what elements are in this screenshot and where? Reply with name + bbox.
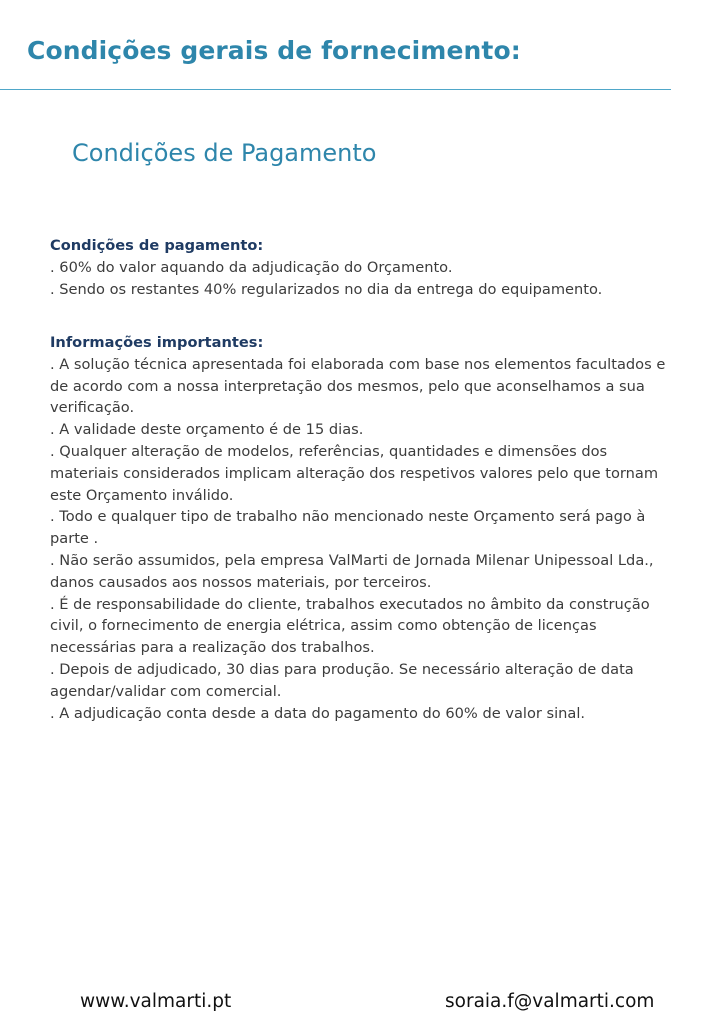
section-title: Condições de Pagamento: [72, 139, 377, 167]
important-info-item: . A validade deste orçamento é de 15 dias.: [50, 421, 364, 439]
important-info-item: . A solução técnica apresentada foi elaborada com base nos elementos facultados e de acordo com a nossa interpretação dos mesmos, pelo que aconselhamos a sua verificação.: [50, 355, 666, 417]
title-divider: [0, 89, 671, 90]
footer-email-link[interactable]: soraia.f@valmarti.com: [445, 991, 655, 1012]
payment-conditions-heading: Condições de pagamento:: [50, 237, 264, 254]
footer-website-link[interactable]: www.valmarti.pt: [80, 991, 232, 1012]
important-info-item: . É de responsabilidade do cliente, trabalhos executados no âmbito da construção civil, o fornecimento de energia elétrica, assim como obtenção de licenças necessárias para a realização dos trabalhos.: [50, 595, 650, 657]
payment-condition-item: . 60% do valor aquando da adjudicação do Orçamento.: [50, 258, 453, 276]
payment-condition-item: . Sendo os restantes 40% regularizados no dia da entrega do equipamento.: [50, 280, 603, 298]
important-info-item: . Não serão assumidos, pela empresa ValMarti de Jornada Milenar Unipessoal Lda., danos causados aos nossos materiais, por terceiros.: [50, 551, 654, 591]
important-info-heading: Informações importantes:: [50, 334, 264, 351]
important-info-item: . Qualquer alteração de modelos, referências, quantidades e dimensões dos materiais considerados implicam alteração dos respetivos valores pelo que tornam este Orçamento inválido.: [50, 442, 659, 504]
important-info-block: [50, 332, 670, 724]
page-title: Condições gerais de fornecimento:: [27, 36, 521, 65]
important-info-item: . A adjudicação conta desde a data do pagamento do 60% de valor sinal.: [50, 704, 586, 722]
important-info-item: . Todo e qualquer tipo de trabalho não mencionado neste Orçamento será pago à parte .: [50, 508, 646, 548]
payment-conditions-block: [50, 235, 670, 300]
important-info-item: . Depois de adjudicado, 30 dias para produção. Se necessário alteração de data agendar/validar com comercial.: [50, 660, 634, 700]
